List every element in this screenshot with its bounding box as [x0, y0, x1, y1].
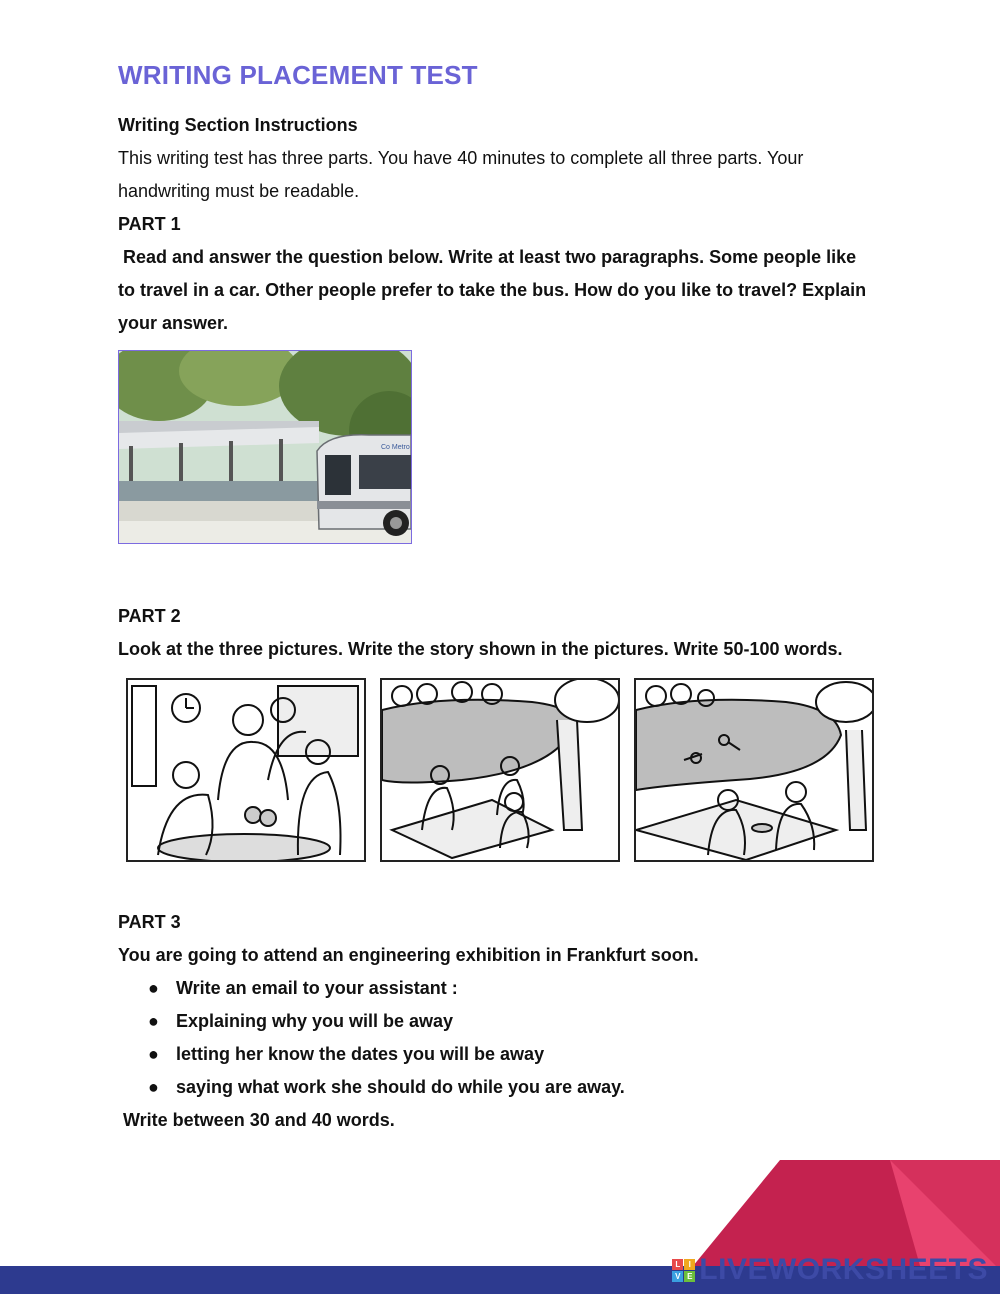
logo-text: LIVEWORKSHEETS	[699, 1253, 988, 1286]
part2-label: PART 2	[118, 606, 181, 626]
part1-question-line-1: Read and answer the question below. Write at least two paragraphs. Some people like	[118, 247, 857, 267]
part3-label: PART 3	[118, 912, 181, 932]
list-item: ● Explaining why you will be away	[148, 1005, 898, 1038]
part1-question-line-3: your answer.	[118, 313, 229, 333]
instructions-heading: Writing Section Instructions	[118, 115, 358, 135]
page-title: WRITING PLACEMENT TEST	[118, 60, 478, 90]
part2-instruction: Look at the three pictures. Write the story shown in the pictures. Write 50-100 words.	[118, 639, 843, 659]
list-item: ● Write an email to your assistant :	[148, 972, 898, 1005]
bus-sign-text: Co Metro	[381, 444, 410, 451]
list-item: ● letting her know the dates you will be away	[148, 1038, 898, 1071]
part3-intro: You are going to attend an engineering exhibition in Frankfurt soon.	[118, 945, 699, 965]
bullet-dot: ●	[148, 978, 159, 998]
part3-closing: Write between 30 and 40 words.	[118, 1110, 395, 1130]
instructions-line-1: This writing test has three parts. You have 40 minutes to complete all three parts. Your	[118, 148, 804, 168]
worksheet-page	[118, 60, 898, 1137]
story-picture-picnic	[380, 678, 620, 862]
list-item: ● saying what work she should do while you are away.	[148, 1071, 898, 1104]
bullet-dot: ●	[148, 1044, 159, 1064]
part1-label: PART 1	[118, 214, 181, 234]
bus-stop-photo	[118, 350, 412, 544]
part3-bullet-list	[118, 972, 898, 1104]
logo-grid-icon: L I V E	[672, 1259, 695, 1282]
part1-question-line-2: to travel in a car. Other people prefer to take the bus. How do you like to travel? Explain	[118, 280, 867, 300]
bullet-dot: ●	[148, 1077, 159, 1097]
bullet-dot: ●	[148, 1011, 159, 1031]
story-picture-swimming	[634, 678, 874, 862]
instructions-line-2: handwriting must be readable.	[118, 181, 360, 201]
liveworksheets-logo[interactable]	[672, 1253, 988, 1287]
story-picture-kitchen	[126, 678, 366, 862]
story-pictures	[126, 678, 898, 862]
